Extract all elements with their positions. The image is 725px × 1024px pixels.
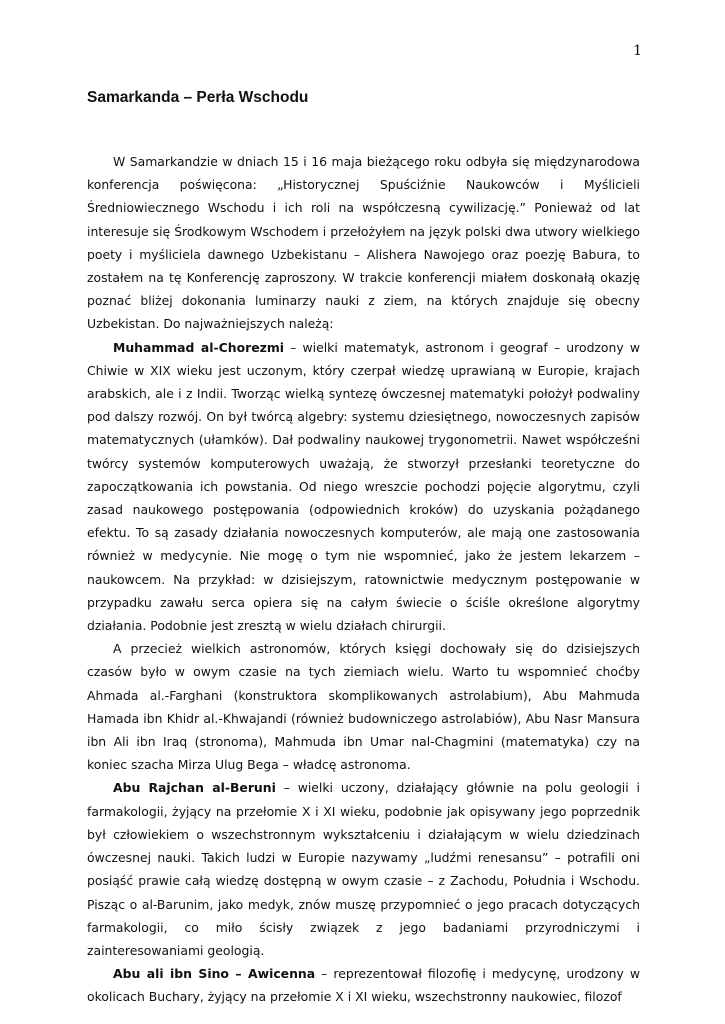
paragraph-astronomers	[87, 637, 640, 776]
paragraph-intro	[87, 150, 640, 336]
paragraph-beruni	[87, 776, 640, 962]
paragraph-awicenna	[87, 962, 640, 1008]
article-body	[87, 150, 640, 1009]
paragraph-text: – wielki uczony, działający głównie na polu geologii i farmakologii, żyjący na przełomie X i XI wieku, podobnie jak opisywany jego poprzednik był człowiekiem o wszechstronnym wykształceniu i działającym w wielu dziedzinach ówczesnej nauki. Takich ludzi w Europie nazywamy „ludźmi renesansu” – potrafili oni posiąść prawie całą wiedzę dostępną w owym czasie – z Zachodu, Południa i Wschodu. Pisząc o al-Barunim, jako medyk, znów muszę przypomnieć o jego pracach dotyczących farmakologii, co miło ścisły związek z jego badaniami przyrodniczymi i zainteresowaniami geologią.	[87, 780, 640, 958]
paragraph-text: A przecież wielkich astronomów, których księgi dochowały się do dzisiejszych czasów było w owym czasie na tych ziemiach wielu. Warto tu wspomnieć choćby Ahmada al.-Farghani (konstruktora skomplikowanych astrolabium), Abu Mahmuda Hamada ibn Khidr al.-Khwajandi (również budowniczego astrolabiów), Abu Nasr Mansura ibn Ali ibn Iraq (stronoma), Mahmuda ibn Umar nal-Chagmini (matematyka) czy na koniec szacha Mirza Ulug Bega – władcę astronoma.	[87, 641, 640, 773]
paragraph-text: – wielki matematyk, astronom i geograf – urodzony w Chiwie w XIX wieku jest uczonym, który czerpał wiedzę uprawianą w Europie, krajach arabskich, ale i z Indii. Tworząc wielką syntezę ówczesnej matematyki położył podwaliny pod dalszy rozwój. On był twórcą algebry: systemu dziesiętnego, nowoczesnych zapisów matematycznych (ułamków). Dał podwaliny naukowej trygonometrii. Nawet współcześni twórcy systemów komputerowych uważają, że stworzył przesłanki teoretyczne do zapoczątkowania ich powstania. Od niego wreszcie pochodzi pojęcie algorytmu, czyli zasad naukowego postępowania (odpowiednich kroków) do uzyskania pożądanego efektu. To są zasady działania nowoczesnych komputerów, ale mają one zastosowania również w medycynie. Nie mogę o tym nie wspomnieć, jako że jestem lekarzem – naukowcem. Na przykład: w dzisiejszym, ratownictwie medycznym postępowanie w przypadku zawału serca opiera się na całym świecie o ściśle określone algorytmy działania. Podobnie jest zresztą w wielu działach chirurgii.	[87, 339, 640, 634]
page-number: 1	[633, 43, 642, 59]
paragraph-text: – reprezentował filozofię i medycynę, urodzony w okolicach Buchary, żyjący na przełomie X i XI wieku, wszechstronny naukowiec, filozof	[87, 966, 640, 1005]
paragraph-chorezmi	[87, 336, 640, 638]
scholar-name: Muhammad al-Chorezmi	[113, 339, 284, 355]
paragraph-text: W Samarkandzie w dniach 15 i 16 maja bieżącego roku odbyła się międzynarodowa konferencja poświęcona: „Historycznej Spuściźnie Naukowców i Myślicieli Średniowiecznego Wschodu i ich roli na współczesną cywilizację.” Ponieważ od lat interesuje się Środkowym Wschodem i przełożyłem na język polski dwa utwory wielkiego poety i myśliciela dawnego Uzbekistanu – Alishera Nawojego oraz poezję Babura, to zostałem na tę Konferencję zaproszony. W trakcie konferencji miałem doskonałą okazję poznać bliżej dokonania luminarzy nauki z ziem, na których znajduje się obecny Uzbekistan. Do najważniejszych należą:	[87, 154, 640, 332]
scholar-name: Abu Rajchan al-Beruni	[113, 780, 276, 796]
page-title: Samarkanda – Perła Wschodu	[87, 89, 309, 106]
scholar-name: Abu ali ibn Sino – Awicenna	[113, 966, 316, 982]
